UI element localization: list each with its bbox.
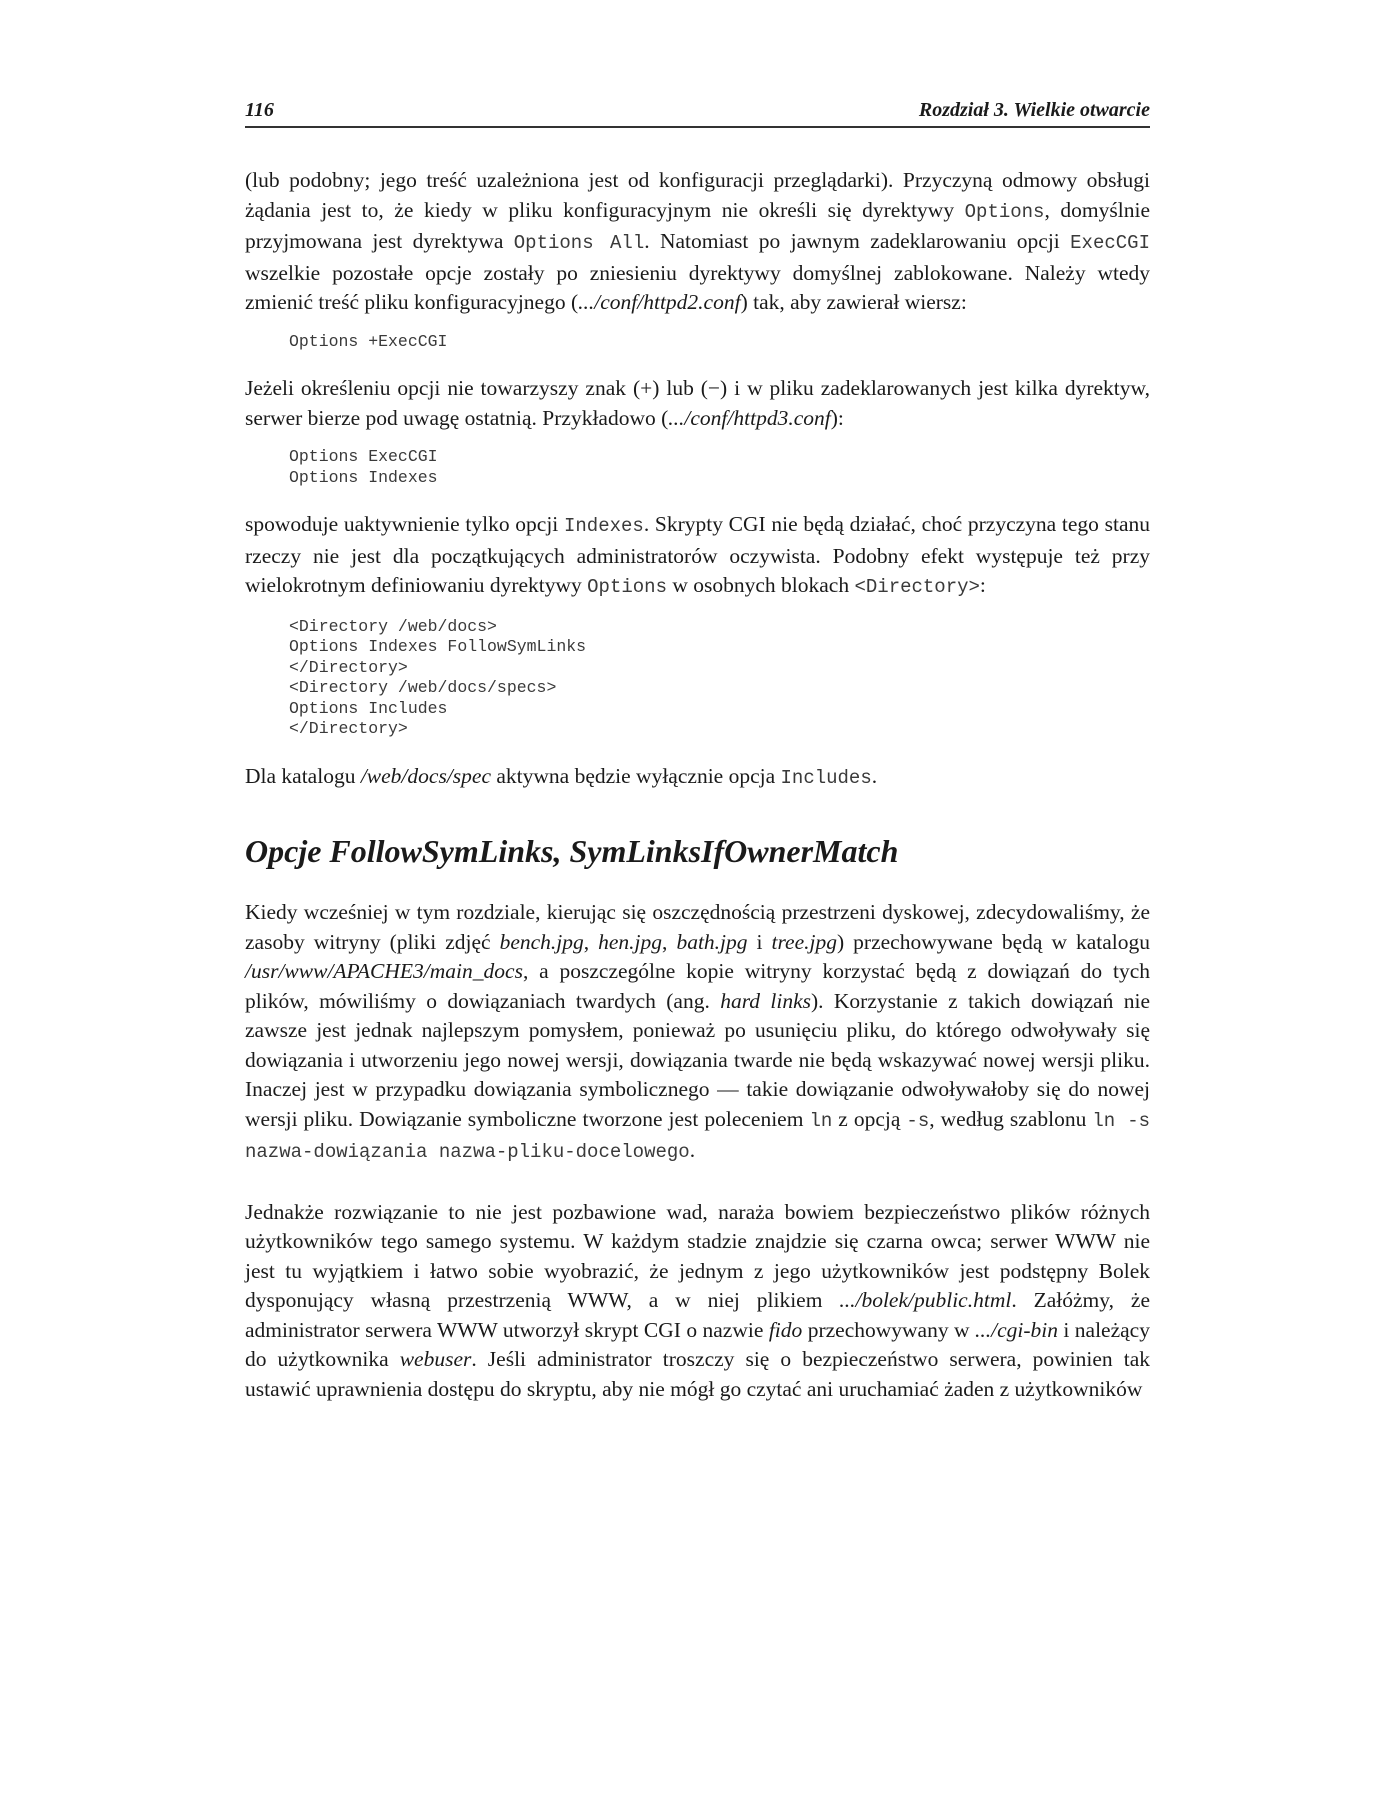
text: . bbox=[689, 1138, 696, 1162]
page-body bbox=[245, 166, 1150, 1404]
file-path: .../conf/httpd3.conf bbox=[668, 405, 831, 430]
file-path: /usr/www/APACHE3/main_docs bbox=[245, 959, 523, 983]
user-name: webuser bbox=[399, 1347, 472, 1371]
text: z opcją bbox=[832, 1106, 907, 1131]
paragraph-5 bbox=[245, 898, 1150, 1168]
paragraph-6 bbox=[245, 1198, 1150, 1405]
text: i należący do użytkownika bbox=[245, 1317, 1150, 1371]
text: , bbox=[662, 929, 677, 954]
text: , według szablonu bbox=[929, 1106, 1093, 1131]
text: wszelkie pozostałe opcje zostały po zniesieniu dyrektywy domyślnej zablokowane. Należy wtedy zmienić treść pliku konfiguracyjnego ( bbox=[245, 260, 1150, 314]
text: i bbox=[747, 929, 772, 954]
text: : bbox=[979, 573, 986, 597]
book-page bbox=[245, 92, 1150, 1404]
script-name: fido bbox=[768, 1317, 803, 1342]
running-header bbox=[245, 92, 1150, 128]
text: . Natomiast po jawnym zadeklarowaniu opcji bbox=[644, 229, 1071, 253]
text: w osobnych blokach bbox=[666, 573, 855, 597]
text: Dla katalogu bbox=[245, 763, 361, 788]
inline-code: Includes bbox=[780, 766, 872, 789]
chapter-title: Rozdział 3. Wielkie otwarcie bbox=[918, 99, 1150, 121]
inline-code: Indexes bbox=[563, 515, 644, 537]
code-block-3: <Directory /web/docs> Options Indexes FollowSymLinks </Directory> <Directory /web/docs/specs> Options Includes </Directory> bbox=[289, 616, 587, 738]
text: . Załóżmy, że administrator serwera WWW utworzył skrypt CGI o nazwie bbox=[245, 1288, 1150, 1342]
file-name: hen.jpg bbox=[598, 929, 663, 954]
paragraph-3 bbox=[245, 510, 1150, 603]
text: ): bbox=[830, 405, 844, 430]
text: . Jeśli administrator troszczy się o bezpieczeństwo serwera, powinien tak ustawić uprawnienia dostępu do skryptu, aby nie mógł go czytać ani uruchamiać żaden z użytkowników bbox=[245, 1347, 1151, 1401]
inline-code: -s bbox=[906, 1109, 930, 1132]
text: , bbox=[583, 929, 599, 954]
inline-code: ExecCGI bbox=[1070, 232, 1150, 254]
text: ). Korzystanie z takich dowiązań nie zawsze jest jednak najlepszym pomysłem, ponieważ po usunięciu pliku, do którego odwoływały się dowiązania i utworzeniu jego nowej wersji, dowiązania twarde nie będą wskazywać nowej wersji pliku. Inaczej jest w przypadku dowiązania symbolicznego — takie dowiązanie odwoływałoby się do nowej wersji pliku. Dowiązanie symboliczne tworzone jest poleceniem bbox=[245, 988, 1150, 1131]
text: aktywna będzie wyłącznie opcja bbox=[491, 763, 781, 788]
text: . Skrypty CGI nie będą działać, choć przyczyna tego stanu rzeczy nie jest dla początkujących administratorów oczywista. Podobny efekt występuje też przy wielokrotnym definiowaniu dyrektywy bbox=[245, 512, 1151, 597]
text: przechowywany w bbox=[802, 1317, 975, 1342]
text: . bbox=[871, 763, 878, 788]
inline-code: Options All bbox=[513, 232, 645, 254]
file-path: .../cgi-bin bbox=[974, 1317, 1058, 1342]
text: ) przechowywane będą w katalogu bbox=[837, 929, 1151, 954]
file-name: bench.jpg bbox=[499, 929, 584, 954]
file-name: bath.jpg bbox=[676, 929, 748, 954]
text: , domyślnie przyjmowana jest dyrektywa bbox=[245, 197, 1150, 253]
code-block-2: Options ExecCGI Options Indexes bbox=[289, 447, 438, 487]
paragraph-1 bbox=[245, 166, 1150, 318]
text: Kiedy wcześniej w tym rozdziale, kierując się oszczędnością przestrzeni dyskowej, zdecydowaliśmy, że zasoby witryny (pliki zdjęć bbox=[245, 900, 1150, 954]
inline-code: ln bbox=[809, 1109, 833, 1132]
text: (lub podobny; jego treść uzależniona jest od konfiguracji przeglądarki). Przyczyną odmowy obsługi żądania jest to, że kiedy w pliku konfiguracyjnym nie określi się dyrektywy bbox=[245, 168, 1150, 222]
section-heading: Opcje FollowSymLinks, SymLinksIfOwnerMatch bbox=[245, 833, 899, 869]
inline-code: <Directory> bbox=[854, 576, 980, 598]
paragraph-2 bbox=[245, 374, 1150, 433]
text: spowoduje uaktywnienie tylko opcji bbox=[245, 512, 564, 536]
term: hard links bbox=[720, 988, 811, 1013]
file-path: .../conf/httpd2.conf bbox=[578, 290, 741, 314]
text: ) tak, aby zawierał wiersz: bbox=[740, 290, 967, 314]
text: Jednakże rozwiązanie to nie jest pozbawione wad, naraża bowiem bezpieczeństwo plików różnych użytkowników tego samego systemu. W każdym stadzie znajdzie się czarna owca; serwer WWW nie jest tu wyjątkiem i łatwo sobie wyobrazić, że jednym z jego użytkowników jest podstępny Bolek dysponujący własną przestrzenią WWW, a w niej plikiem bbox=[245, 1199, 1150, 1312]
file-path: /web/docs/spec bbox=[360, 763, 491, 788]
page-number: 116 bbox=[245, 99, 274, 121]
file-name: tree.jpg bbox=[771, 929, 837, 954]
code-block-1: Options +ExecCGI bbox=[289, 331, 448, 351]
inline-code: Options bbox=[587, 576, 667, 598]
paragraph-4 bbox=[245, 762, 1150, 794]
inline-code: ln -s nazwa-dowiązania nazwa-pliku-docelowego bbox=[245, 1109, 1151, 1163]
text: , a poszczególne kopie witryny korzystać będą z dowiązań do tych plików, mówiliśmy o dowiązaniach twardych (ang. bbox=[245, 959, 1150, 1013]
file-path: .../bolek/public.html bbox=[839, 1288, 1012, 1312]
inline-code: Options bbox=[964, 200, 1045, 223]
text: Jeżeli określeniu opcji nie towarzyszy znak (+) lub (−) i w pliku zadeklarowanych jest kilka dyrektyw, serwer bierze pod uwagę ostatnią. Przykładowo ( bbox=[245, 376, 1150, 430]
